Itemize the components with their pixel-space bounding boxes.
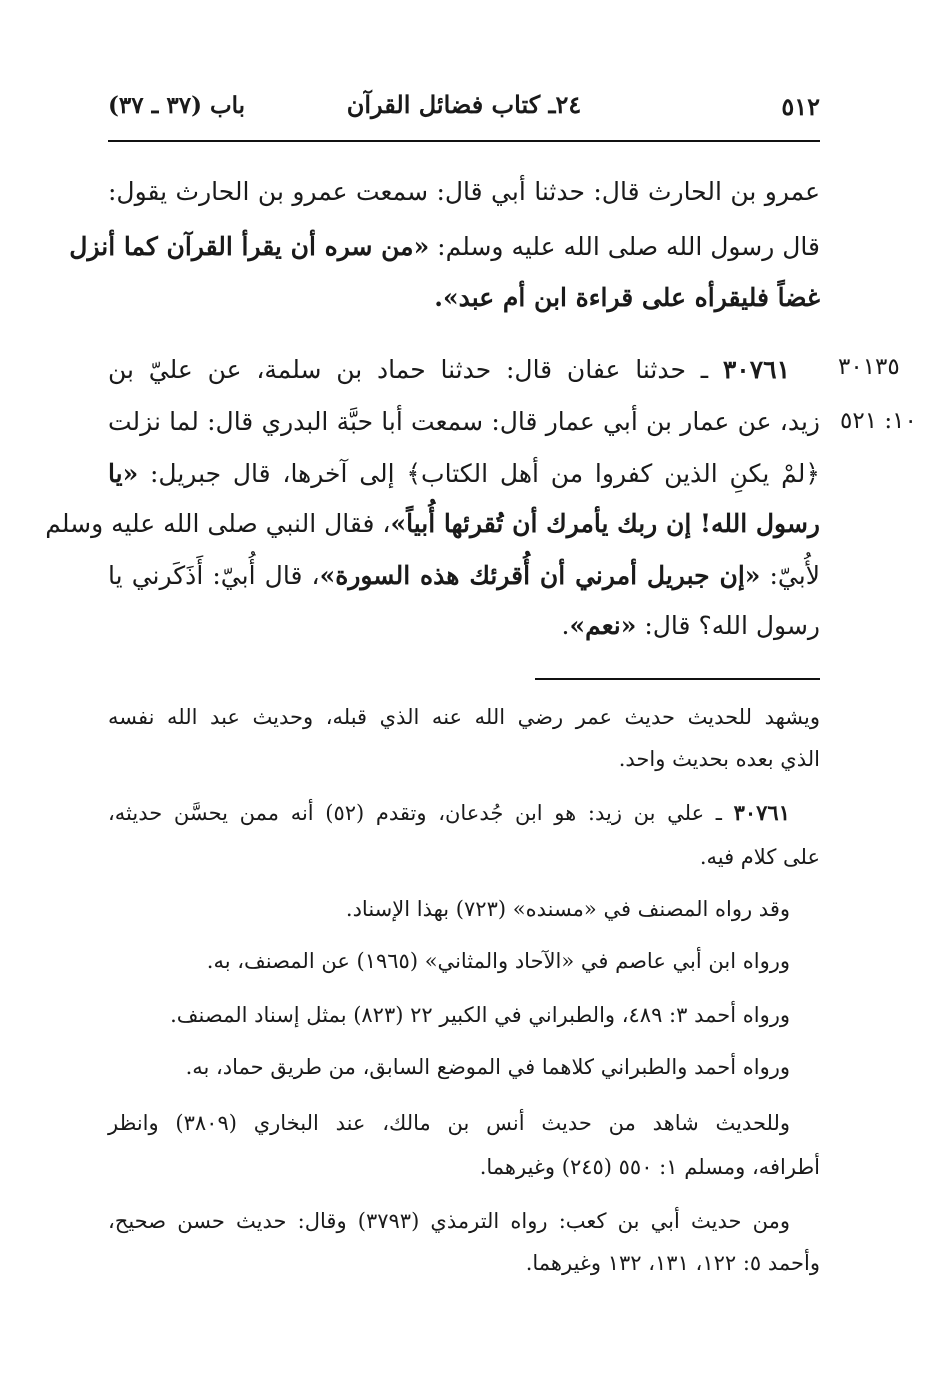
- footnote-line: [108, 1204, 820, 1238]
- footnote-separator: [535, 678, 820, 680]
- main-text-line: [45, 504, 820, 544]
- main-text-line: [108, 454, 820, 494]
- page-header: [108, 88, 820, 128]
- footnote-line: وأحمد ٥: ١٢٢، ١٣١، ١٣٢ وغيرهما.: [525, 1251, 820, 1275]
- footnote-line: [108, 944, 820, 978]
- main-text-segment: رسول الله؟ قال: «نعم».: [561, 611, 820, 640]
- footnote-line: على كلام فيه.: [699, 845, 820, 869]
- hadith-number-line: [108, 350, 820, 390]
- main-text-line: عمرو بن الحارث قال: حدثنا أبي قال: سمعت عمرو بن الحارث يقول:: [108, 177, 820, 206]
- footnote-line: [108, 998, 820, 1032]
- footnote-segment: وللحديث شاهد من حديث أنس بن مالك، عند البخاري (٣٨٠٩) وانظر: [108, 1111, 790, 1135]
- header-rule: [108, 140, 820, 142]
- footnote-line: ويشهد للحديث حديث عمر رضي الله عنه الذي قبله، وحديث عبد الله نفسه: [108, 705, 820, 729]
- main-text-line: زيد، عن عمار بن أبي عمار قال: سمعت أبا حبَّة البدري قال: لما نزلت: [108, 407, 820, 436]
- footnote-line: [108, 892, 820, 926]
- footnote-segment: ورواه ابن أبي عاصم في «الآحاد والمثاني» (١٩٦٥) عن المصنف، به.: [206, 949, 790, 973]
- footnote-line: [108, 1106, 820, 1140]
- chapter-reference: باب (٣٧ ـ ٣٧): [108, 92, 246, 119]
- main-text-segment: قال رسول الله صلى الله عليه وسلم: «من سره أن يقرأ القرآن كما أنزل: [69, 232, 820, 261]
- page-number: ٥١٢: [781, 92, 820, 121]
- main-text-segment: لأُبيّ: «إن جبريل أمرني أن أُقرئك هذه السورة»، قال أُبيّ: أَذَكَرني يا: [108, 561, 820, 590]
- footnote-segment: وقد رواه المصنف في «مسنده» (٧٢٣) بهذا الإسناد.: [345, 897, 790, 921]
- book-title: ٢٤ـ كتاب فضائل القرآن: [346, 90, 582, 119]
- main-text-segment: ﴿لمْ يكنِ الذين كفروا من أهل الكتاب﴾ إلى آخرها، قال جبريل: «يا: [108, 459, 820, 488]
- main-text-segment: ٣٠٧٦١ ـ حدثنا عفان قال: حدثنا حماد بن سلمة، عن عليّ بن: [108, 355, 790, 384]
- footnote-segment: ومن حديث أبي بن كعب: رواه الترمذي (٣٧٩٣) وقال: حديث حسن صحيح،: [108, 1209, 790, 1233]
- footnote-segment: ورواه أحمد ٣: ٤٨٩، والطبراني في الكبير ٢٢ (٨٢٣) بمثل إسناد المصنف.: [170, 1003, 790, 1027]
- main-text-line: [108, 556, 820, 596]
- footnote-segment: ٣٠٧٦١ ـ علي بن زيد: هو ابن جُدعان، وتقدم (٥٢) أنه ممن يحسَّن حديثه،: [108, 800, 790, 825]
- footnote-line: أطرافه، ومسلم ١: ٥٥٠ (٢٤٥) وغيرهما.: [479, 1155, 820, 1179]
- main-text-line: [108, 606, 820, 646]
- margin-reference-number: ٣٠١٣٥: [838, 354, 900, 380]
- footnote-segment: ورواه أحمد والطبراني كلاهما في الموضع السابق، من طريق حماد، به.: [185, 1055, 790, 1079]
- footnote-line: الذي بعده بحديث واحد.: [618, 747, 820, 771]
- main-text-line: غضاً فليقرأه على قراءة ابن أم عبد».: [434, 283, 820, 312]
- main-text-segment: رسول الله! إن ربك يأمرك أن تُقرئها أُبياً»، فقال النبي صلى الله عليه وسلم: [45, 509, 820, 538]
- main-text-line: [69, 227, 820, 267]
- footnote-line: [108, 1050, 820, 1084]
- margin-volume-reference: ١٠: ٥٢١: [840, 408, 917, 434]
- footnote-line: [108, 796, 820, 830]
